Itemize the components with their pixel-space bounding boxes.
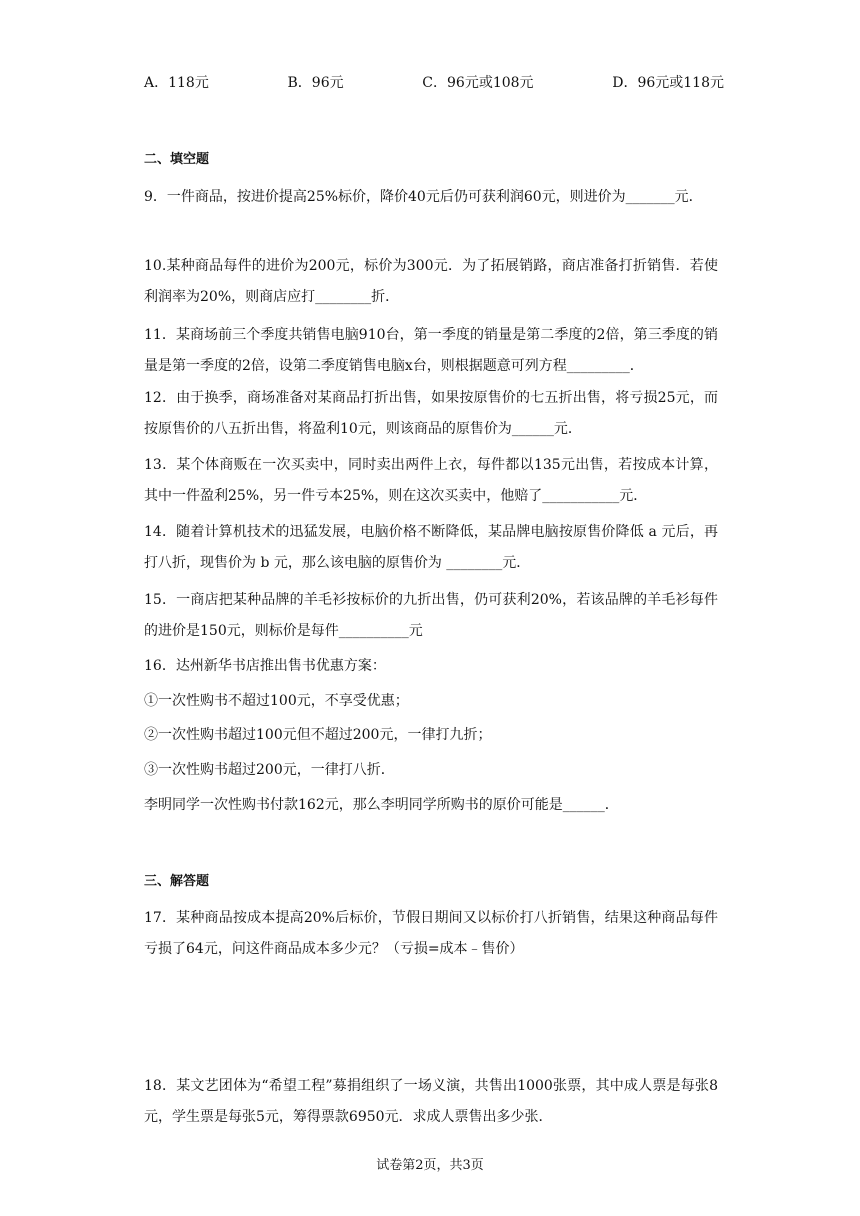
question-17: 17．某种商品按成本提高20%后标价，节假日期间又以标价打八折销售，结果这种商品每件亏损了64元，问这件商品成本多少元？（亏损=成本﹣售价） <box>144 910 718 957</box>
question-13: 13．某个体商贩在一次买卖中，同时卖出两件上衣，每件都以135元出售，若按成本计算，其中一件盈利25%，另一件亏本25%，则在这次买卖中，他赔了___________元． <box>144 457 718 504</box>
question-10: 10.某种商品每件的进价为200元，标价为300元．为了拓展销路，商店准备打折销售．若使利润率为20%，则商店应打________折． <box>144 258 718 305</box>
section-title-answer: 三、解答题 <box>144 874 210 889</box>
question-16-intro: 16．达州新华书店推出售书优惠方案： <box>144 658 386 674</box>
choice-options <box>144 73 724 93</box>
section-title-fill-blank: 二、填空题 <box>144 152 210 167</box>
page-footer: 试卷第2页，共3页 <box>376 1158 484 1173</box>
question-11: 11．某商场前三个季度共销售电脑910台，第一季度的销量是第二季度的2倍，第三季度的销量是第一季度的2倍，设第二季度销售电脑x台，则根据题意可列方程_________． <box>144 327 718 374</box>
option-d: D．96元或118元 <box>612 75 724 91</box>
question-16-rule-2: ②一次性购书超过100元但不超过200元，一律打九折； <box>144 727 492 743</box>
question-14: 14．随着计算机技术的迅猛发展，电脑价格不断降低，某品牌电脑按原售价降低 a 元后，再打八折，现售价为 b 元，那么该电脑的原售价为 ________元． <box>144 524 718 571</box>
question-12: 12．由于换季，商场准备对某商品打折出售，如果按原售价的七五折出售，将亏损25元，而按原售价的八五折出售，将盈利10元，则该商品的原售价为______元． <box>144 390 718 437</box>
question-9: 9．一件商品，按进价提高25%标价，降价40元后仍可获利润60元，则进价为_______元． <box>144 189 703 205</box>
question-16-rule-3: ③一次性购书超过200元，一律打八折． <box>144 762 395 778</box>
question-16-end: 李明同学一次性购书付款162元，那么李明同学所购书的原价可能是______． <box>144 797 619 813</box>
option-b: B．96元 <box>287 75 344 91</box>
question-16-rule-1: ①一次性购书不超过100元，不享受优惠； <box>144 693 409 709</box>
option-c: C．96元或108元 <box>422 75 534 91</box>
question-18: 18．某文艺团体为“希望工程”募捐组织了一场义演，共售出1000张票，其中成人票是每张8元，学生票是每张5元，筹得票款6950元．求成人票售出多少张． <box>144 1078 718 1125</box>
option-a: A．118元 <box>144 75 209 91</box>
question-15: 15．一商店把某种品牌的羊毛衫按标价的九折出售，仍可获利20%，若该品牌的羊毛衫每件的进价是150元，则标价是每件__________元 <box>144 592 718 639</box>
